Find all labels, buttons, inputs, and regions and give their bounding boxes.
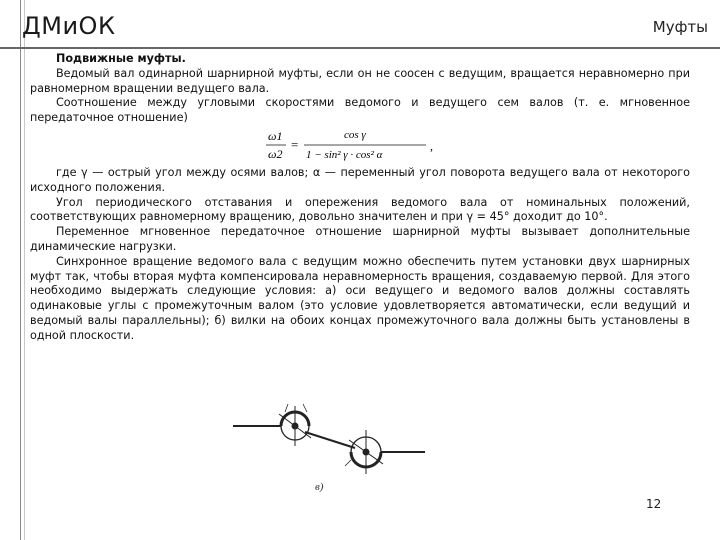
paragraph-3: где γ — острый угол между осями валов; α — переменный угол поворота ведущего вала от некоторого исходного положения.	[30, 165, 690, 194]
formula-rhs-den: 1 − sin² γ · cos² α	[306, 148, 383, 161]
second-joint	[345, 430, 383, 474]
formula-graphic	[260, 126, 460, 166]
left-margin-line	[20, 0, 21, 540]
formula-lhs-num: ω1	[268, 128, 283, 143]
paragraph-4: Угол периодического отставания и опережения ведомого вала от номинальных положений, соответствующих равномерному вращению, довольно значителен и при γ = 45° доходит до 10°.	[30, 195, 690, 224]
slide-header	[0, 0, 720, 48]
formula-rhs-num: cos γ	[344, 128, 366, 141]
double-cardan-drawing	[233, 368, 425, 498]
paragraph-6: Синхронное вращение ведомого вала с ведущим можно обеспечить путем установки двух шарнирных муфт так, чтобы вторая муфта компенсировала неравномерность вращения, создаваемую первой. Для этого необходимо выдержать следующие условия: а) оси ведущего и ведомого валов должны составлять одинаковые углы с промежуточным валом (это условие удовлетворяется автоматически, если ведущий и ведомый валы параллельны); б) вилки на обоих концах промежуточного вала должны быть установлены в одной плоскости.	[30, 254, 690, 342]
first-joint	[279, 404, 311, 446]
course-title: ДМиОК	[22, 12, 116, 40]
figure-label: в)	[315, 481, 324, 493]
coupling-figure	[233, 368, 425, 498]
formula-equals: =	[291, 136, 299, 152]
section-heading: Подвижные муфты.	[56, 52, 186, 65]
left-margin-line-inner	[24, 0, 25, 540]
slide-title: Муфты	[652, 18, 708, 36]
slide-body	[30, 52, 690, 344]
paragraph-1: Ведомый вал одинарной шарнирной муфты, если он не соосен с ведущим, вращается неравномерно при равномерном вращении ведущего вала.	[30, 66, 690, 95]
header-divider	[0, 47, 720, 49]
paragraph-2: Соотношение между угловыми скоростями ведомого и ведущего сем валов (т. е. мгновенное передаточное отношение)	[30, 96, 690, 125]
formula	[30, 126, 690, 166]
paragraph-5: Переменное мгновенное передаточное отношение шарнирной муфты вызывает дополнительные динамические нагрузки.	[30, 225, 690, 253]
formula-lhs-den: ω2	[268, 146, 283, 161]
page-number: 12	[646, 497, 662, 511]
formula-tail: ,	[430, 138, 433, 153]
intermediate-shaft	[305, 432, 355, 448]
